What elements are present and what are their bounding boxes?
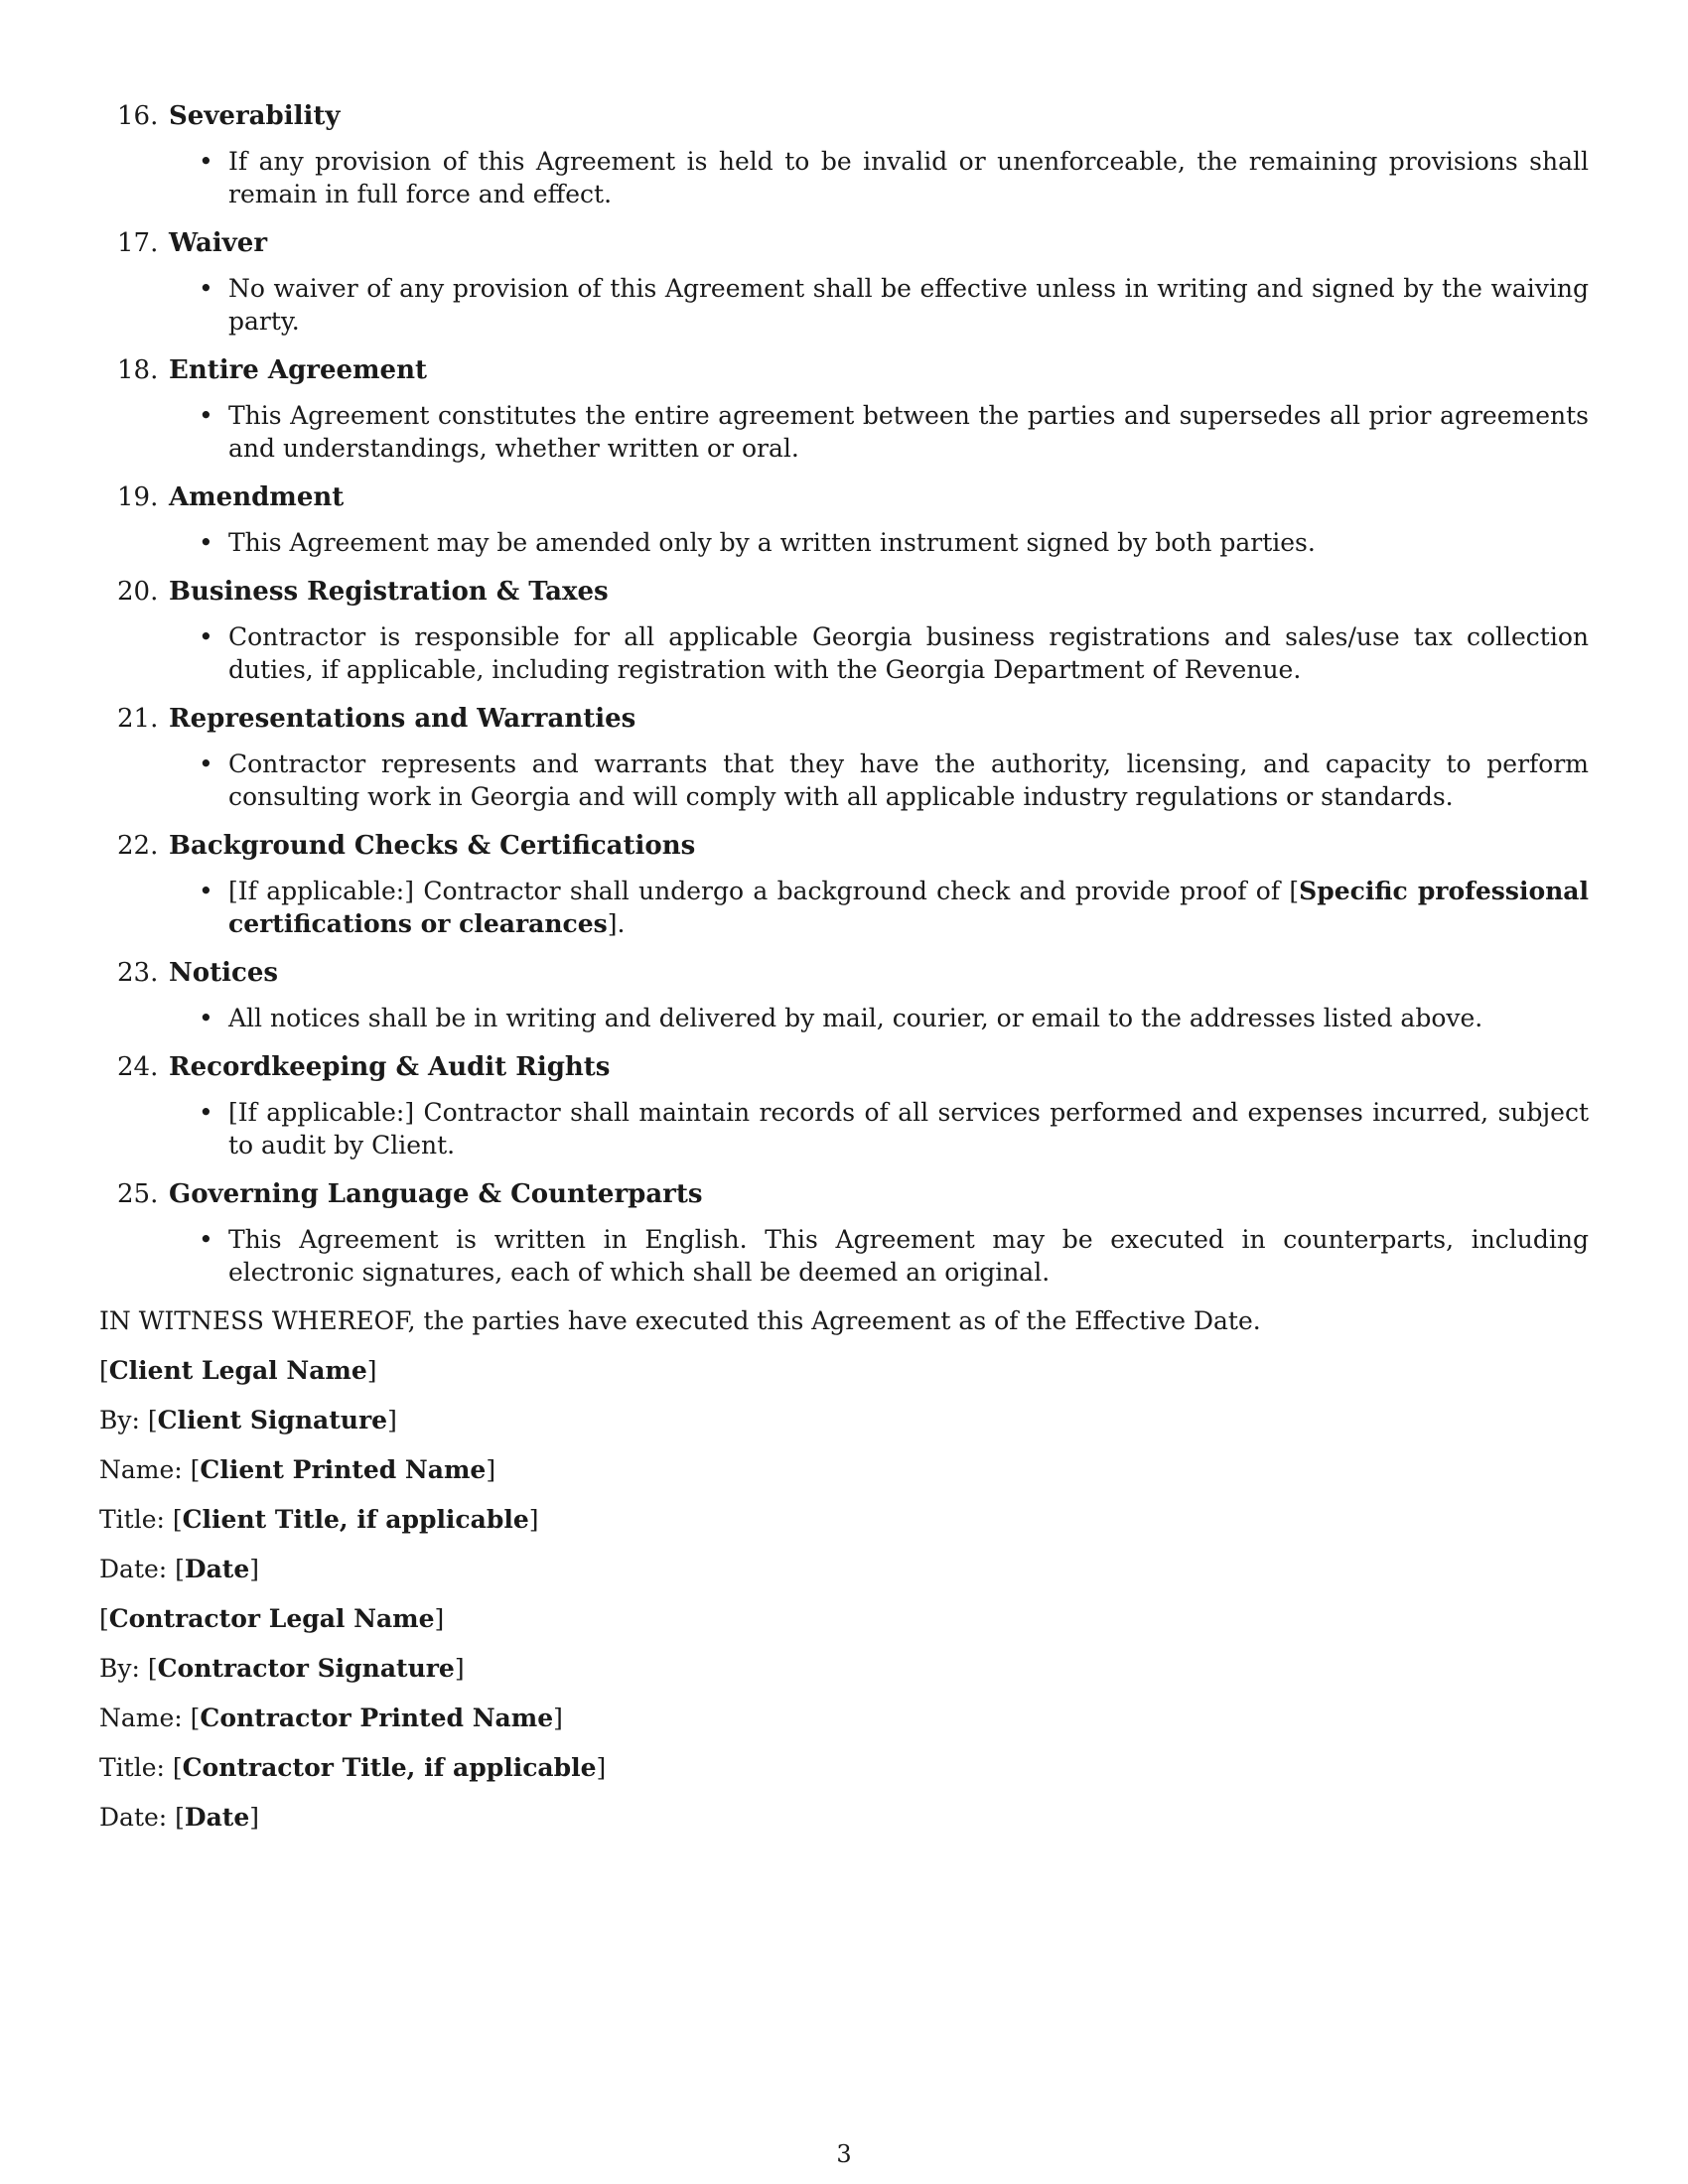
section-number: 19.	[117, 482, 159, 512]
section-20	[99, 575, 1589, 686]
section-22	[99, 829, 1589, 940]
section-number: 22.	[117, 831, 159, 861]
client-title-value: Client Title, if applicable	[182, 1505, 529, 1534]
section-21	[99, 702, 1589, 813]
contractor-date-line: Date: [Date]	[99, 1803, 260, 1832]
contractor-title-value: Contractor Title, if applicable	[182, 1753, 597, 1782]
section-text: • This Agreement may be amended only by a written instrument signed by both parties.	[99, 526, 1589, 559]
contractor-legal-name: [Contractor Legal Name]	[99, 1604, 445, 1633]
section-25	[99, 1177, 1589, 1289]
section-number: 17.	[117, 228, 159, 258]
client-date-line: Date: [Date]	[99, 1555, 260, 1583]
contractor-printed-name-value: Contractor Printed Name	[200, 1704, 554, 1732]
contractor-legal-name-value: Contractor Legal Name	[108, 1604, 435, 1633]
title-label: Title:	[99, 1505, 165, 1534]
client-legal-name: [Client Legal Name]	[99, 1356, 377, 1385]
section-title: Recordkeeping & Audit Rights	[169, 1052, 611, 1082]
section-heading	[99, 829, 1589, 863]
section-text: • Contractor is responsible for all applicable Georgia business registrations and sales/use tax collection duties, if applicable, including registration with the Georgia Department of Revenue.	[99, 620, 1589, 686]
section-heading	[99, 353, 1589, 387]
page-number: 3	[836, 2140, 852, 2168]
section-number: 25.	[117, 1179, 159, 1209]
section-24	[99, 1050, 1589, 1161]
section-title: Waiver	[169, 228, 268, 258]
section-text: • If any provision of this Agreement is held to be invalid or unenforceable, the remaining provisions shall remain in full force and effect.	[99, 145, 1589, 210]
contractor-name-line: Name: [Contractor Printed Name]	[99, 1704, 563, 1732]
section-heading	[99, 956, 1589, 990]
contractor-by-line: By: [Contractor Signature]	[99, 1654, 465, 1683]
client-legal-name-value: Client Legal Name	[108, 1356, 367, 1385]
section-text: • [If applicable:] Contractor shall maintain records of all services performed and expenses incurred, subject to audit by Client.	[99, 1096, 1589, 1161]
name-label: Name:	[99, 1455, 183, 1484]
contractor-date-value: Date	[184, 1803, 250, 1832]
contractor-signature-value: Contractor Signature	[157, 1654, 455, 1683]
section-text-pre: [If applicable:] Contractor shall undergo a background check and provide proof of [	[228, 877, 1300, 905]
section-heading	[99, 702, 1589, 736]
section-title: Representations and Warranties	[169, 704, 636, 734]
section-text: • This Agreement is written in English. This Agreement may be executed in counterparts, including electronic signatures, each of which shall be deemed an original.	[99, 1223, 1589, 1289]
witness-statement: IN WITNESS WHEREOF, the parties have executed this Agreement as of the Effective Date.	[99, 1306, 1261, 1335]
section-text: • No waiver of any provision of this Agreement shall be effective unless in writing and signed by the waiving party.	[99, 272, 1589, 338]
section-heading	[99, 1177, 1589, 1211]
by-label: By:	[99, 1406, 140, 1434]
section-17	[99, 226, 1589, 338]
section-title: Notices	[169, 958, 279, 988]
client-name-line: Name: [Client Printed Name]	[99, 1455, 496, 1484]
client-signature-value: Client Signature	[157, 1406, 388, 1434]
section-number: 20.	[117, 577, 159, 607]
section-number: 16.	[117, 101, 159, 131]
section-number: 18.	[117, 355, 159, 385]
contractor-title-line: Title: [Contractor Title, if applicable]	[99, 1753, 607, 1782]
certifications-placeholder: Specific professional certifications or clearances	[228, 877, 1589, 938]
section-title: Business Registration & Taxes	[169, 577, 609, 607]
section-title: Entire Agreement	[169, 355, 427, 385]
section-heading	[99, 480, 1589, 514]
section-text-post: ].	[607, 909, 626, 938]
section-16	[99, 99, 1589, 210]
by-label: By:	[99, 1654, 140, 1683]
section-text: • This Agreement constitutes the entire agreement between the parties and supersedes all prior agreements and understandings, whether written or oral.	[99, 399, 1589, 465]
client-date-value: Date	[184, 1555, 250, 1583]
title-label: Title:	[99, 1753, 165, 1782]
section-text: • Contractor represents and warrants that they have the authority, licensing, and capacity to perform consulting work in Georgia and will comply with all applicable industry regulations or standards.	[99, 748, 1589, 813]
client-printed-name-value: Client Printed Name	[200, 1455, 487, 1484]
section-text: • All notices shall be in writing and delivered by mail, courier, or email to the addresses listed above.	[99, 1002, 1589, 1034]
name-label: Name:	[99, 1704, 183, 1732]
section-title: Background Checks & Certifications	[169, 831, 696, 861]
section-heading	[99, 575, 1589, 609]
section-heading	[99, 1050, 1589, 1084]
contractor-signature-block	[99, 1602, 1589, 1834]
section-19	[99, 480, 1589, 559]
section-heading	[99, 226, 1589, 260]
client-title-line: Title: [Client Title, if applicable]	[99, 1505, 539, 1534]
section-title: Governing Language & Counterparts	[169, 1179, 703, 1209]
document-page	[99, 99, 1589, 1850]
section-number: 21.	[117, 704, 159, 734]
client-by-line: By: [Client Signature]	[99, 1406, 397, 1434]
section-heading	[99, 99, 1589, 133]
section-text	[99, 875, 1589, 940]
section-number: 23.	[117, 958, 159, 988]
date-label: Date:	[99, 1803, 168, 1832]
section-number: 24.	[117, 1052, 159, 1082]
section-23	[99, 956, 1589, 1034]
section-18	[99, 353, 1589, 465]
section-title: Severability	[169, 101, 341, 131]
section-title: Amendment	[169, 482, 345, 512]
client-signature-block	[99, 1354, 1589, 1585]
date-label: Date:	[99, 1555, 168, 1583]
